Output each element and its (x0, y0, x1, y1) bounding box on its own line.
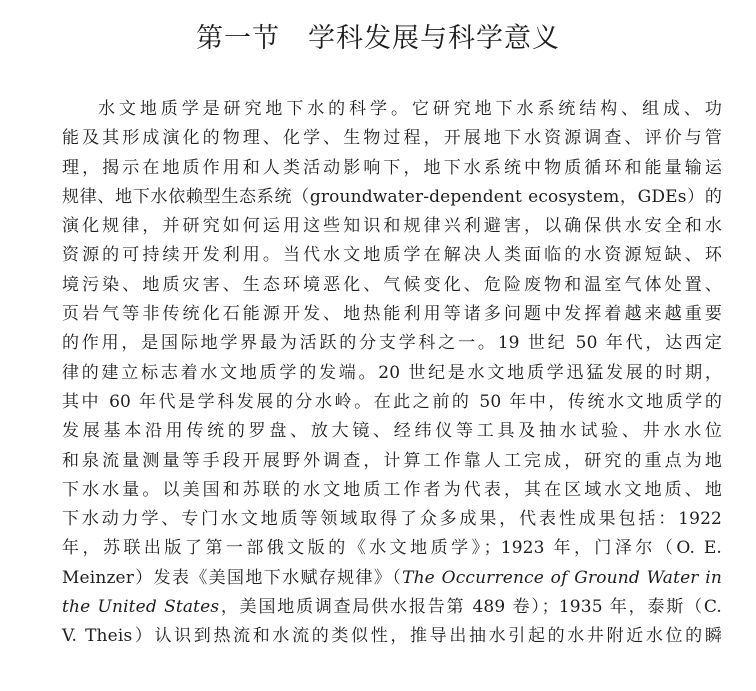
line-text: V. Theis）认识到热流和水流的类似性，推导出抽水引起的水井附近水位的瞬 (62, 626, 722, 647)
text-line (62, 388, 722, 417)
text-line (62, 329, 722, 358)
body-paragraph (62, 95, 722, 652)
line-text: 水文地质学是研究地下水的科学。它研究地下水系统结构、组成、功 (98, 99, 722, 119)
line-text: ，美国地质调查局供水报告第 489 卷）；1935 年，泰斯（C. (219, 597, 722, 618)
text-line (62, 300, 722, 329)
text-line (62, 593, 722, 622)
line-text: 演化规律，并研究如何运用这些知识和规律兴利避害，以确保供水安全和水 (62, 216, 722, 237)
text-line (62, 271, 722, 300)
text-line (62, 212, 722, 241)
text-line (62, 154, 722, 183)
line-text: 的作用，是国际地学界最为活跃的分支学科之一。19 世纪 50 年代，达西定 (62, 333, 722, 354)
text-line (62, 183, 722, 212)
line-text: 页岩气等非传统化石能源开发、地热能利用等诸多问题中发挥着越来越重要 (62, 304, 722, 325)
text-line (62, 505, 722, 534)
line-text: Meinzer）发表《美国地下水赋存规律》（ (62, 567, 403, 588)
text-line (62, 476, 722, 505)
line-text: 能及其形成演化的物理、化学、生物过程，开展地下水资源调查、评价与管 (62, 128, 722, 149)
line-text: 发展基本沿用传统的罗盘、放大镜、经纬仪等工具及抽水试验、井水水位 (62, 421, 722, 442)
text-line (62, 241, 722, 270)
line-text: 下水水量。以美国和苏联的水文地质工作者为代表，其在区域水文地质、地 (62, 479, 722, 500)
text-line (62, 622, 722, 651)
italic-title-text: the United States (62, 597, 220, 618)
line-text: 规律、地下水依赖型生态系统（groundwater-dependent ecosystem，GDEs）的 (62, 186, 722, 207)
line-text: 律的建立标志着水文地质学的发端。20 世纪是水文地质学迅猛发展的时期， (62, 362, 722, 383)
text-line (62, 359, 722, 388)
line-text: 下水动力学、专门水文地质等领域取得了众多成果，代表性成果包括：1922 (62, 509, 722, 530)
line-text: 年，苏联出版了第一部俄文版的《水文地质学》；1923 年，门泽尔（O. E. (62, 538, 722, 559)
text-line (62, 95, 722, 124)
line-text: 资源的可持续开发利用。当代水文地质学在解决人类面临的水资源短缺、环 (62, 245, 722, 266)
text-line (62, 124, 722, 153)
text-line (62, 447, 722, 476)
text-line (62, 417, 722, 446)
line-text: 境污染、地质灾害、生态环境恶化、气候变化、危险废物和温室气体处置、 (62, 274, 722, 295)
text-line (62, 534, 722, 563)
italic-title-text: The Occurrence of Ground Water in (402, 567, 722, 588)
text-line (62, 564, 722, 593)
line-text: 其中 60 年代是学科发展的分水岭。在此之前的 50 年中，传统水文地质学的 (62, 391, 722, 412)
section-title: 第一节 学科发展与科学意义 (196, 23, 560, 54)
line-text: 理，揭示在地质作用和人类活动影响下，地下水系统中物质循环和能量输运 (62, 157, 722, 178)
line-text: 和泉流量测量等手段开展野外调查，计算工作靠人工完成，研究的重点为地 (62, 450, 722, 471)
